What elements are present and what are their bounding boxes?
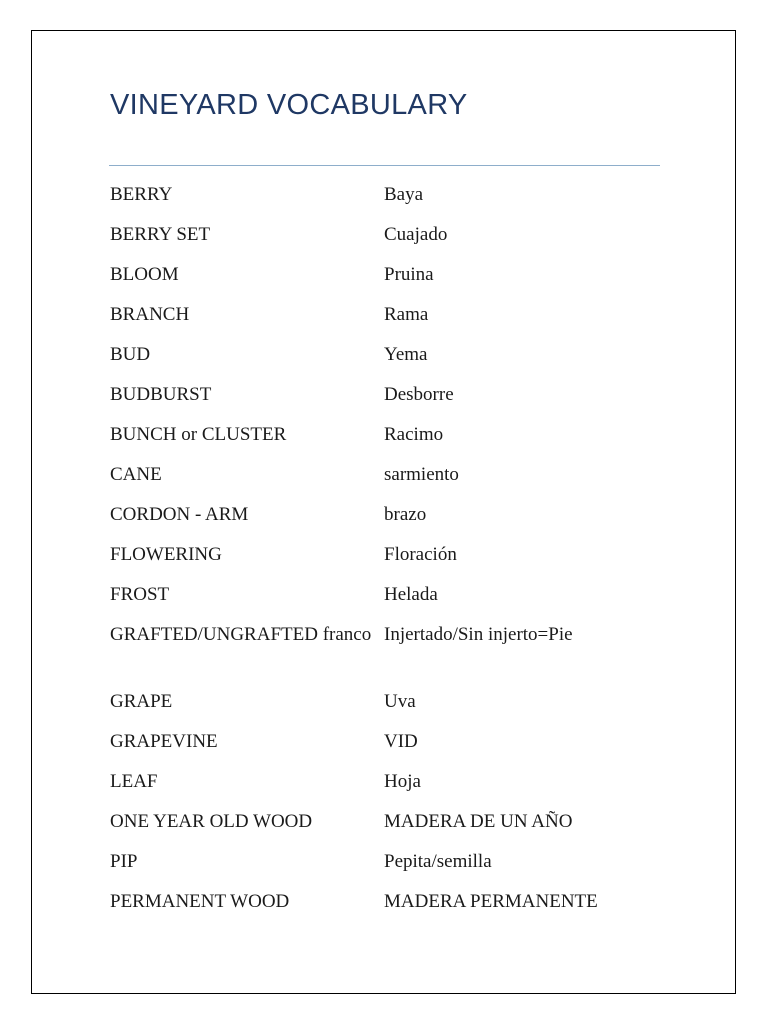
vocabulary-row: [110, 888, 670, 928]
vocabulary-row: [110, 421, 670, 461]
vocabulary-row: [110, 461, 670, 501]
english-term: LEAF: [110, 771, 158, 792]
spanish-term: Floración: [384, 544, 457, 565]
english-term: BRANCH: [110, 304, 190, 325]
english-term: CANE: [110, 464, 162, 485]
vocabulary-row: [110, 848, 670, 888]
title-divider: [109, 165, 660, 166]
spanish-term: brazo: [384, 504, 427, 525]
english-term: CORDON - ARM: [110, 504, 249, 525]
spanish-term: Hoja: [384, 771, 421, 792]
vocabulary-row: [110, 261, 670, 301]
english-term: BUD: [110, 344, 151, 365]
spanish-term: VID: [384, 731, 418, 752]
vocabulary-row: [110, 381, 670, 421]
vocabulary-row: [110, 688, 670, 728]
english-term: BUDBURST: [110, 384, 212, 405]
spanish-term: sarmiento: [384, 464, 459, 485]
spanish-term: Yema: [384, 344, 428, 365]
english-term: BERRY SET: [110, 224, 211, 245]
english-term: PIP: [110, 851, 138, 872]
english-term: GRAPE: [110, 691, 173, 712]
spanish-term: Uva: [384, 691, 416, 712]
spanish-term: MADERA PERMANENTE: [384, 891, 598, 912]
english-term: FLOWERING: [110, 544, 222, 565]
vocabulary-row: [110, 541, 670, 581]
spanish-term: Pruina: [384, 264, 434, 285]
english-term: FROST: [110, 584, 170, 605]
spanish-term: Racimo: [384, 424, 444, 445]
spanish-term: Cuajado: [384, 224, 448, 245]
vocabulary-row: [110, 808, 670, 848]
spanish-term: Baya: [384, 184, 424, 205]
english-term: ONE YEAR OLD WOOD: [110, 811, 313, 832]
english-term: BLOOM: [110, 264, 179, 285]
english-term: GRAFTED/UNGRAFTED franco: [110, 624, 372, 645]
vocabulary-row: [110, 728, 670, 768]
vocabulary-row: [110, 768, 670, 808]
vocabulary-list: [110, 181, 670, 928]
vocabulary-row: [110, 181, 670, 221]
spanish-term: MADERA DE UN AÑO: [384, 811, 573, 832]
english-term: GRAPEVINE: [110, 731, 218, 752]
page-title: VINEYARD VOCABULARY: [110, 89, 468, 121]
vocabulary-row: [110, 621, 670, 688]
vocabulary-row: [110, 301, 670, 341]
english-term: BERRY: [110, 184, 173, 205]
spanish-term: Pepita/semilla: [384, 851, 492, 872]
english-term: PERMANENT WOOD: [110, 891, 290, 912]
document-page: [31, 30, 736, 994]
spanish-term: Rama: [384, 304, 429, 325]
vocabulary-row: [110, 341, 670, 381]
spanish-term: Helada: [384, 584, 438, 605]
vocabulary-row: [110, 581, 670, 621]
english-term: BUNCH or CLUSTER: [110, 424, 287, 445]
vocabulary-row: [110, 501, 670, 541]
vocabulary-row: [110, 221, 670, 261]
spanish-term: Injertado/Sin injerto=Pie: [384, 624, 573, 645]
spanish-term: Desborre: [384, 384, 454, 405]
